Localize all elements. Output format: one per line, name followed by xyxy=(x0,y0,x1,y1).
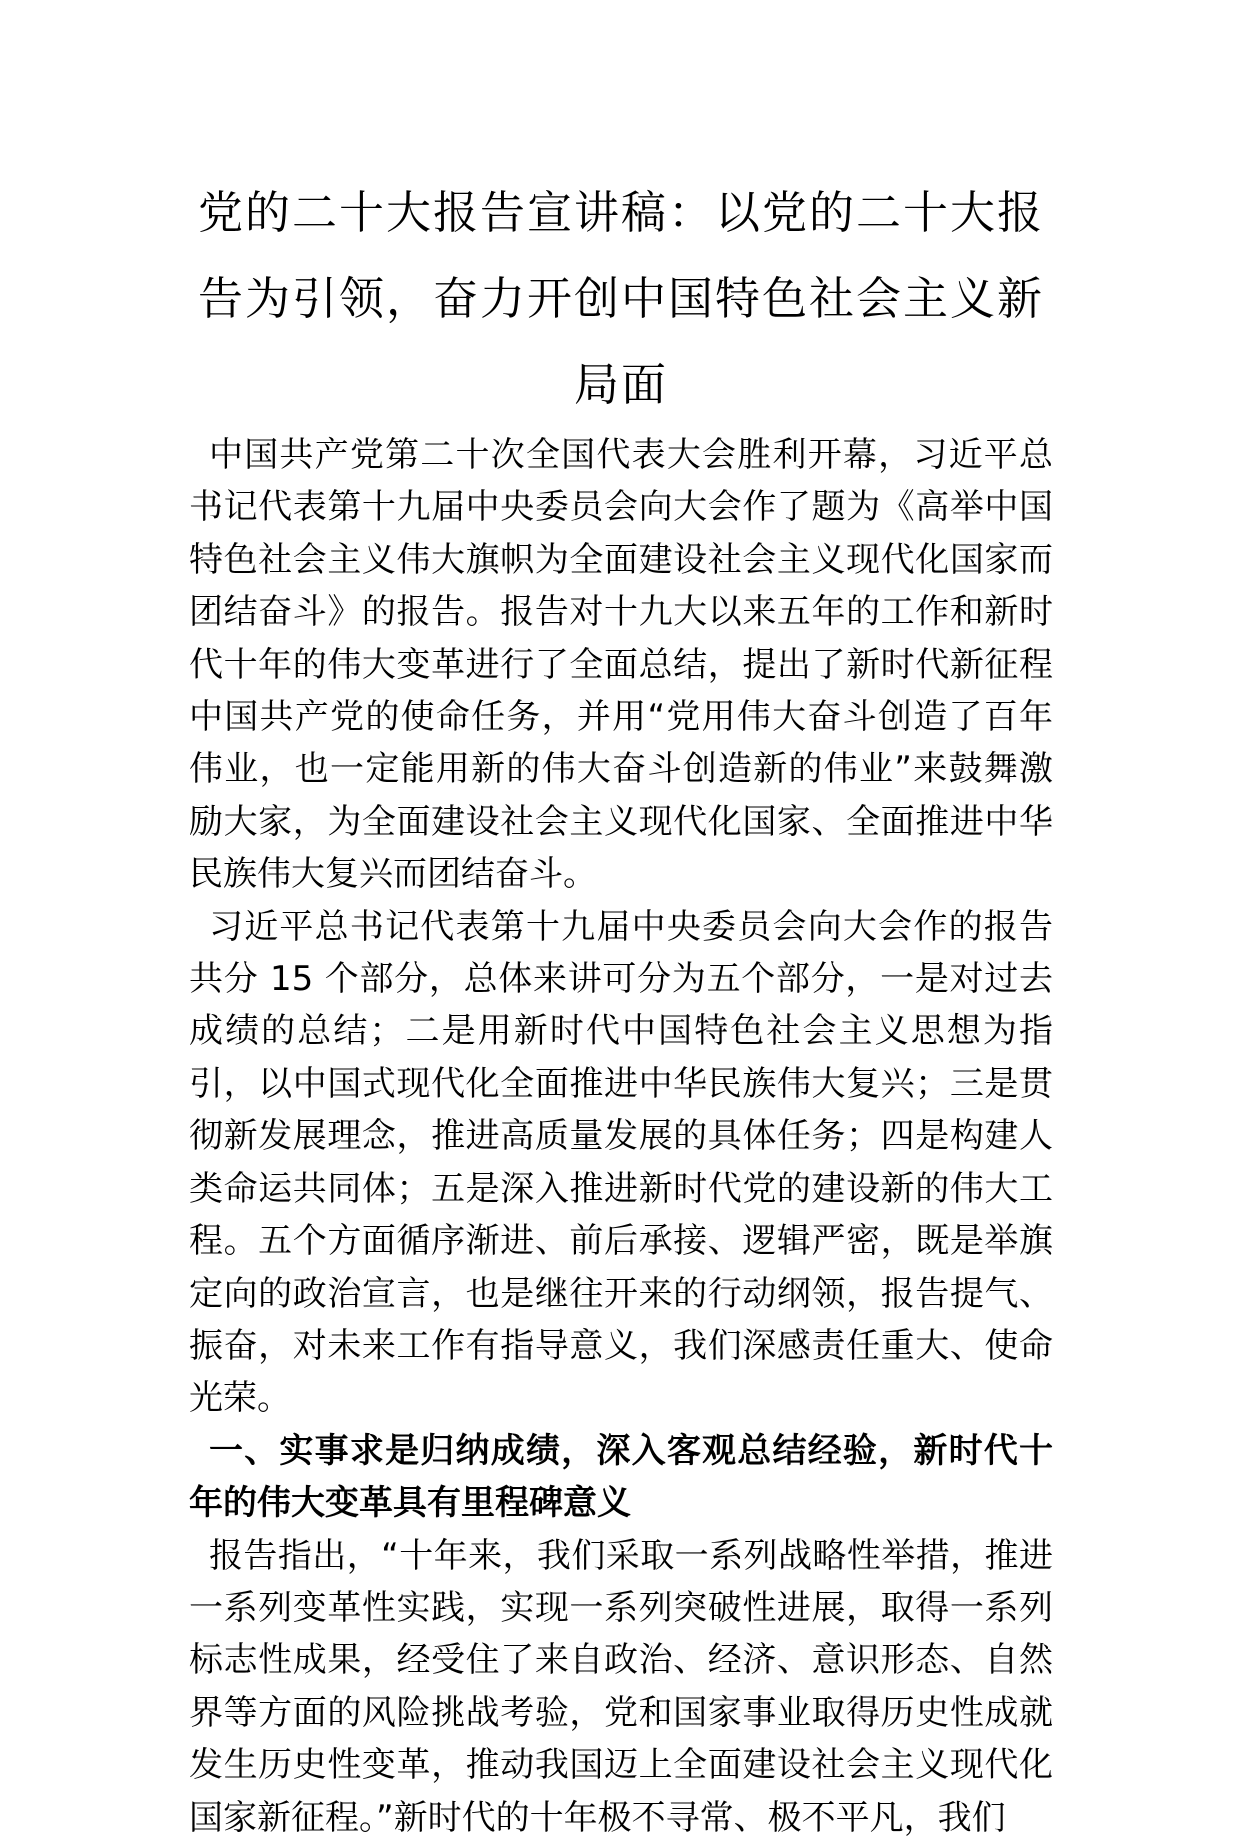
document-title xyxy=(190,170,1052,428)
title-line-1: 党的二十大报告宣讲稿：以党的二十大报 xyxy=(197,186,1044,239)
paragraph-report-quote: 报告指出，“十年来，我们采取一系列战略性举措，推进一系列变革性实践，实现一系列突破性进展，取得一系列标志性成果，经受住了来自政治、经济、意识形态、自然界等方面的风险挑战考验，党和国家事业取得历史性成就发生历史性变革，推动我国迈上全面建设社会主义现代化国家新征程。”新时代的十年极不寻常、极不平凡，我们 xyxy=(189,1535,1053,1838)
paragraph-opening: 中国共产党第二十次全国代表大会胜利开幕，习近平总书记代表第十九届中央委员会向大会作了题为《高举中国特色社会主义伟大旗帜为全面建设社会主义现代化国家而团结奋斗》的报告。报告对十九大以来五年的工作和新时代十年的伟大变革进行了全面总结，提出了新时代新征程中国共产党的使命任务，并用“党用伟大奋斗创造了百年伟业，也一定能用新的伟大奋斗创造新的伟业”来鼓舞激励大家，为全面建设社会主义现代化国家、全面推进中华民族伟大复兴而团结奋斗。 xyxy=(189,435,1053,895)
section-heading-1: 一、实事求是归纳成绩，深入客观总结经验，新时代十年的伟大变革具有里程碑意义 xyxy=(189,1430,1053,1524)
title-line-3: 局面 xyxy=(573,358,668,411)
title-line-2: 告为引领，奋力开创中国特色社会主义新 xyxy=(197,272,1044,325)
document-body xyxy=(189,429,1053,1844)
paragraph-report-structure: 习近平总书记代表第十九届中央委员会向大会作的报告共分 15 个部分，总体来讲可分为五个部分，一是对过去成绩的总结；二是用新时代中国特色社会主义思想为指引，以中国式现代化全面推进中华民族伟大复兴；三是贯彻新发展理念，推进高质量发展的具体任务；四是构建人类命运共同体；五是深入推进新时代党的建设新的伟大工程。五个方面循序渐进、前后承接、逻辑严密，既是举旗定向的政治宣言，也是继往开来的行动纲领，报告提气、振奋，对未来工作有指导意义，我们深感责任重大、使命光荣。 xyxy=(189,906,1053,1419)
